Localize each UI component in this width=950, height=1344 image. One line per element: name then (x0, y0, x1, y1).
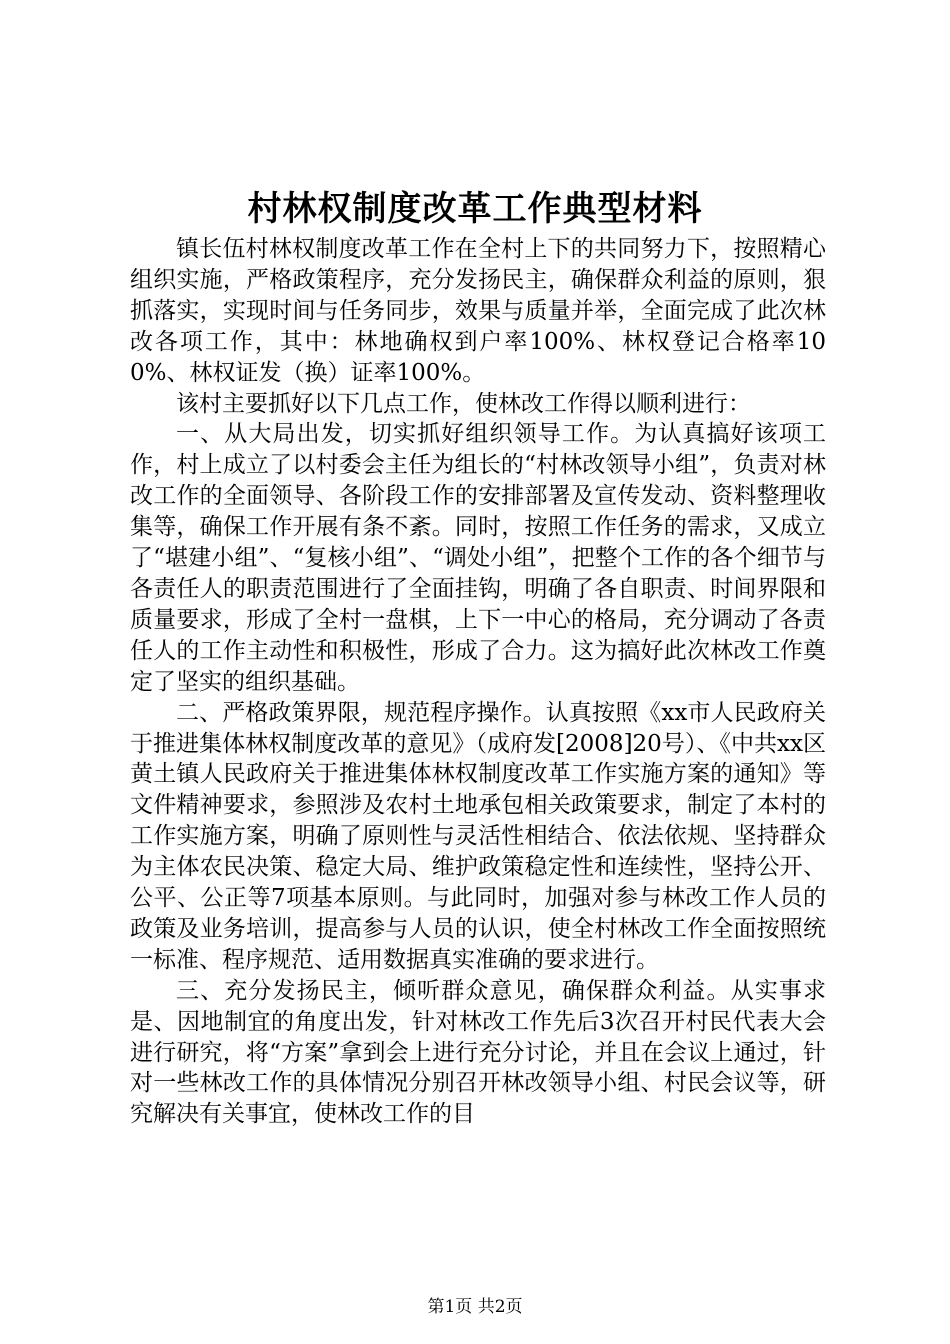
paragraph-summary: 该村主要抓好以下几点工作，使林改工作得以顺利进行： (176, 390, 751, 417)
document-body (130, 234, 826, 1130)
document-title: 村林权制度改革工作典型材料 (247, 189, 703, 229)
paragraph-intro: 镇长伍村林权制度改革工作在全村上下的共同努力下，按照精心组织实施，严格政策程序，充分发扬民主，确保群众利益的原则，狠抓落实，实现时间与任务同步，效果与质量并举，全面完成了此次林改各项工作，其中：林地确权到户率100%、林权登记合格率100%、林权证发（换）证率100%。 (130, 236, 826, 386)
paragraph-section-3: 三、充分发扬民主，倾听群众意见，确保群众利益。从实事求是、因地制宜的角度出发，针对林改工作先后3次召开村民代表大会进行研究，将“方案”拿到会上进行充分讨论，并且在会议上通过，针对一些林改工作的具体情况分别召开林改领导小组、村民会议等，研究解决有关事宜，使林改工作的目 (130, 977, 826, 1128)
paragraph-section-1: 一、从大局出发，切实抓好组织领导工作。为认真搞好该项工作，村上成立了以村委会主任为组长的“村林改领导小组”，负责对林改工作的全面领导、各阶段工作的安排部署及宣传发动、资料整理收集等，确保工作开展有条不紊。同时，按照工作任务的需求，又成立了“堪建小组”、“复核小组”、“调处小组”，把整个工作的各个细节与各责任人的职责范围进行了全面挂钩，明确了各自职责、时间界限和质量要求，形成了全村一盘棋，上下一中心的格局，充分调动了各责任人的工作主动性和积极性，形成了合力。这为搞好此次林改工作奠定了坚实的组织基础。 (130, 421, 826, 695)
page-number-footer: 第1页 共2页 (427, 1297, 523, 1317)
paragraph-section-2: 二、严格政策界限，规范程序操作。认真按照《xx市人民政府关于推进集体林权制度改革的意见》（成府发[2008]20号）、《中共xx区黄土镇人民政府关于推进集体林权制度改革工作实施方案的通知》等文件精神要求，参照涉及农村土地承包相关政策要求，制定了本村的工作实施方案，明确了原则性与灵活性相结合、依法依规、坚持群众为主体农民决策、稳定大局、维护政策稳定性和连续性，坚持公开、公平、公正等7项基本原则。与此同时，加强对参与林改工作人员的政策及业务培训，提高参与人员的认识，使全村林改工作全面按照统一标准、程序规范、适用数据真实准确的要求进行。 (130, 699, 826, 973)
